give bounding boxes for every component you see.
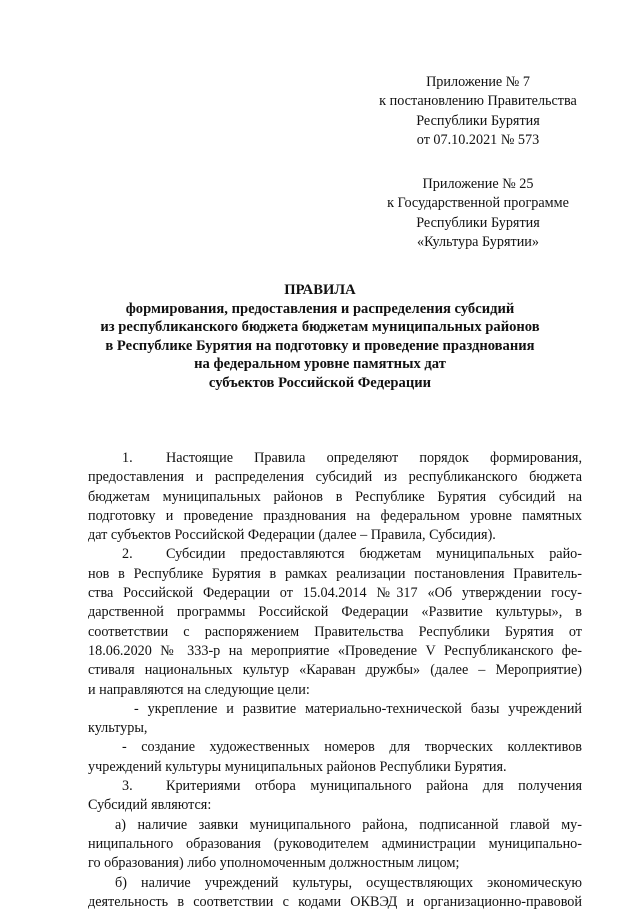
paragraph-3-number: 3. bbox=[122, 778, 133, 795]
paragraph-2-line: дарственной программы Российской Федерации «Развитие культуры», в bbox=[88, 604, 582, 621]
item-a-line: ниципального образования (руководителем администрации муниципально- bbox=[88, 835, 582, 852]
paragraph-1-number: 1. bbox=[122, 450, 133, 466]
bullet-1-line: культуры, bbox=[88, 720, 148, 737]
bullet-2-first-line: - создание художественных номеров для творческих коллективов bbox=[122, 739, 582, 756]
appendix-25-number: Приложение № 25 bbox=[422, 176, 534, 192]
paragraph-2-line: 18.06.2020 № 333-р на мероприятие «Проведение V Республиканского фе- bbox=[88, 642, 582, 659]
paragraph-3-first-line bbox=[88, 777, 582, 796]
title-line: в Республике Бурятия на подготовку и проведение празднования bbox=[105, 337, 535, 354]
paragraph-3-line: Субсидий являются: bbox=[88, 797, 212, 814]
bullet-1-first-line: - укрепление и развитие материально-технической базы учреждений bbox=[134, 700, 582, 717]
paragraph-2-line: стиваля национальных культур «Караван дружбы» (далее – Мероприятие) bbox=[88, 662, 582, 679]
paragraph-2-line: соответствии с распоряжением Правительства Республики Бурятия от bbox=[88, 623, 582, 640]
item-b-line: деятельность в соответствии с кодами ОКВЭД и организационно-правовой bbox=[88, 893, 582, 910]
item-a-line: го образования) либо уполномоченным должностным лицом; bbox=[88, 855, 460, 872]
paragraph-1-first-line bbox=[88, 449, 582, 468]
document-title bbox=[60, 281, 580, 392]
paragraph-2-line: нов в Республике Бурятия в рамках реализации постановления Правитель- bbox=[88, 565, 582, 582]
appendix-7-resolution: к постановлению Правительства bbox=[379, 93, 577, 110]
appendix-7-header bbox=[340, 73, 616, 150]
paragraph-2-line: ства Российской Федерации от 15.04.2014 №317 «Об утверждении госу- bbox=[88, 585, 582, 602]
paragraph-2-number: 2. bbox=[122, 546, 133, 563]
paragraph-1-line: предоставления и распределения субсидий из республиканского бюджета bbox=[88, 469, 582, 486]
item-a-first-line: а) наличие заявки муниципального района, подписанной главой му- bbox=[115, 816, 582, 833]
appendix-25-program: к Государственной программе bbox=[387, 195, 569, 212]
item-b-first-line: б) наличие учреждений культуры, осуществляющих экономическую bbox=[115, 874, 582, 891]
paragraph-3-text: Критериями отбора муниципального района для получения bbox=[166, 778, 582, 795]
title-line: субъектов Российской Федерации bbox=[208, 374, 432, 391]
paragraph-2-line: и направляются на следующие цели: bbox=[88, 681, 310, 698]
bullet-2-line: учреждений культуры муниципальных районов Республики Бурятия. bbox=[88, 758, 507, 775]
paragraph-1-line: дат субъектов Российской Федерации (далее – Правила, Субсидия). bbox=[88, 527, 496, 544]
paragraph-2-first-line bbox=[88, 545, 582, 564]
appendix-7-republic: Республики Бурятия bbox=[416, 112, 540, 129]
title-line: на федеральном уровне памятных дат bbox=[194, 356, 446, 372]
title-line: формирования, предоставления и распределения субсидий bbox=[125, 300, 515, 317]
paragraph-1-text: Настоящие Правила определяют порядок формирования, bbox=[166, 450, 582, 466]
paragraph-2-text: Субсидии предоставляются бюджетам муниципальных райо- bbox=[166, 546, 582, 563]
appendix-25-republic: Республики Бурятия bbox=[416, 214, 540, 231]
appendix-7-date: от 07.10.2021 № 573 bbox=[416, 131, 540, 148]
title-line: из республиканского бюджета бюджетам муниципальных районов bbox=[100, 319, 540, 335]
appendix-25-header bbox=[340, 175, 616, 252]
appendix-7-number: Приложение № 7 bbox=[426, 74, 530, 90]
appendix-25-program-name: «Культура Бурятии» bbox=[417, 233, 539, 250]
paragraph-1-line: бюджетам муниципальных районов в Республике Бурятия субсидий на bbox=[88, 488, 582, 505]
title-heading: ПРАВИЛА bbox=[284, 282, 356, 298]
paragraph-1-line: подготовку и проведение празднования на федеральном уровне памятных bbox=[88, 507, 582, 524]
document-body bbox=[88, 449, 582, 912]
